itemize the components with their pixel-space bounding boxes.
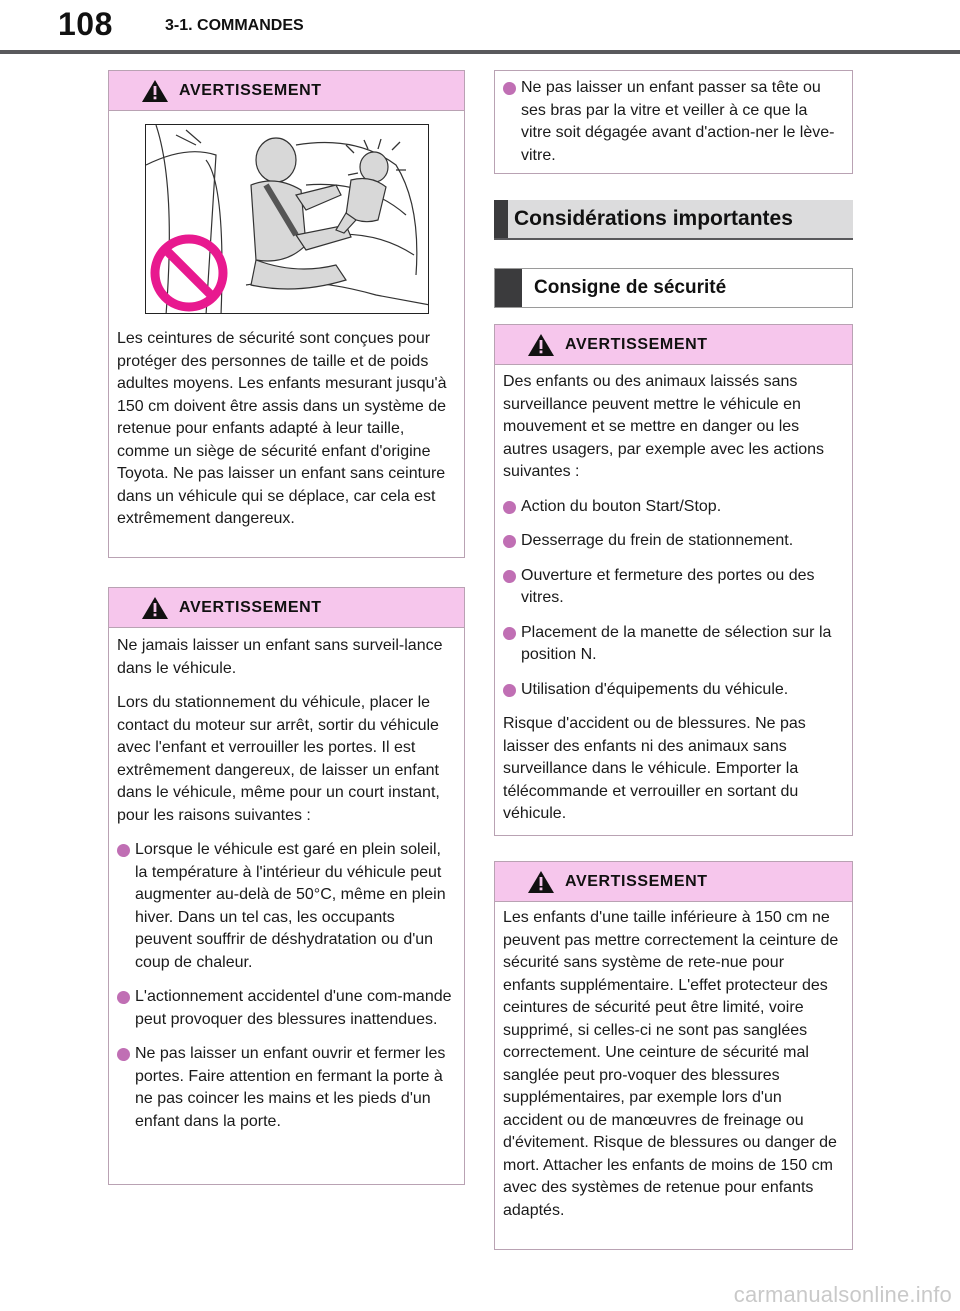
warning-body <box>109 328 464 531</box>
warning-text: Les ceintures de sécurité sont conçues pour protéger des personnes de taille et de poids adultes moyens. Les enfants mesurant jusqu'à 150 cm doivent être assis dans un système de retenue pour enfants adapté à leur taille, comme un siège de sécurité enfant d'origine Toyota. Ne pas laisser un enfant sans ceinture dans un véhicule qui se déplace, car cela est extrêmement dangereux. <box>117 330 447 527</box>
page-number: 108 <box>58 6 113 42</box>
bullet-dot-icon <box>503 82 516 95</box>
illustration-child-unbelted <box>145 124 429 314</box>
bullet-dot-icon <box>117 991 130 1004</box>
warning-triangle-icon <box>142 597 168 619</box>
warning-title: AVERTISSEMENT <box>179 82 322 99</box>
warning-triangle-icon <box>528 871 554 893</box>
bullet-dot-icon <box>503 684 516 697</box>
bullet-dot-icon <box>503 570 516 583</box>
warning-paragraph: Lors du stationnement du véhicule, placer le contact du moteur sur arrêt, sortir du véhicule avec l'enfant et verrouiller les portes. Il est extrêmement dangereux, de laisser un enfant dans le véhicule, même pour un court instant, pour les raisons suivantes : <box>117 694 440 824</box>
page-header <box>0 0 960 56</box>
bullet-dot-icon <box>503 535 516 548</box>
warning-box-unattended <box>108 587 465 1185</box>
warning-body <box>109 635 464 1133</box>
warning-header <box>109 71 464 111</box>
warning-triangle-icon <box>528 334 554 356</box>
warning-body <box>495 907 852 1222</box>
warning-paragraph: Des enfants ou des animaux laissés sans surveillance peuvent mettre le véhicule en mouvement et se mettre en danger ou les autres usagers, par exemple avec les actions suivantes : <box>503 373 825 480</box>
prohibited-icon <box>155 239 223 307</box>
warning-title: AVERTISSEMENT <box>565 873 708 890</box>
bullet-item: Utilisation d'équipements du véhicule. <box>503 679 840 702</box>
bullet-dot-icon <box>503 627 516 640</box>
warning-box-children-animals <box>494 324 853 836</box>
bullet-item: L'actionnement accidentel d'une com-mande peut provoquer des blessures inattendues. <box>117 986 452 1031</box>
warning-header <box>109 588 464 628</box>
heading-text: Considérations importantes <box>514 207 793 230</box>
bullet-item: Ne pas laisser un enfant ouvrir et fermer les portes. Faire attention en fermant la porte à ne pas coincer les mains et les pieds d'un enfant dans la porte. <box>117 1043 452 1133</box>
warning-title: AVERTISSEMENT <box>179 599 322 616</box>
warning-body <box>495 371 852 826</box>
heading-considerations <box>494 200 853 240</box>
warning-triangle-icon <box>142 80 168 102</box>
warning-header <box>495 862 852 902</box>
bullet-item: Lorsque le véhicule est garé en plein soleil, la température à l'intérieur du véhicule peut augmenter au-delà de 50°C, même en plein hiver. Dans un tel cas, les occupants peuvent souffrir de déshydratation ou d'un coup de chaleur. <box>117 839 452 974</box>
warning-box-continuation <box>494 70 853 174</box>
heading-text: Consigne de sécurité <box>534 277 727 298</box>
heading-safety <box>494 268 853 308</box>
bullet-item: Placement de la manette de sélection sur la position N. <box>503 622 840 667</box>
warning-body <box>495 71 852 167</box>
watermark: carmanualsonline.info <box>733 1282 952 1307</box>
warning-paragraph: Risque d'accident ou de blessures. Ne pas laisser des enfants ni des animaux sans surveillance dans le véhicule. Emporter la télécommande et verrouiller en sortant du véhicule. <box>503 715 806 822</box>
bullet-dot-icon <box>117 1048 130 1061</box>
bullet-dot-icon <box>503 501 516 514</box>
bullet-item: Ouverture et fermeture des portes ou des vitres. <box>503 565 840 610</box>
bullet-item: Action du bouton Start/Stop. <box>503 496 840 519</box>
bullet-item: Ne pas laisser un enfant passer sa tête ou ses bras par la vitre et veiller à ce que la vitre soit dégagée avant d'action-ner le lève-vitre. <box>503 77 840 167</box>
warning-text: Les enfants d'une taille inférieure à 150 cm ne peuvent pas mettre correctement la ceinture de sécurité sans système de rete-nue pour enfants supplémentaire. L'effet protecteur des ceintures de sécurité peut être limité, voire supprimé, si celles-ci ne sont pas sanglées correctement. Une ceinture de sécurité mal sanglée peut pro-voquer des blessures supplémentaires, par exemple lors d'un accident ou de manœuvres de freinage ou d'évitement. Risque de blessures ou danger de mort. Attacher les enfants de moins de 150 cm avec des systèmes de retenue pour enfants adaptés. <box>503 909 839 1219</box>
warning-header <box>495 325 852 365</box>
heading-bar-marker <box>495 269 522 307</box>
heading-bar-marker <box>494 200 508 238</box>
bullet-dot-icon <box>117 844 130 857</box>
bullet-item: Desserrage du frein de stationnement. <box>503 530 840 553</box>
header-rule <box>0 50 960 54</box>
warning-box-seatbelt <box>108 70 465 558</box>
warning-title: AVERTISSEMENT <box>565 336 708 353</box>
warning-paragraph: Ne jamais laisser un enfant sans surveil-lance dans le véhicule. <box>117 637 443 677</box>
section-title: 3-1. COMMANDES <box>165 17 304 34</box>
car-interior-illustration <box>146 125 429 314</box>
warning-box-height <box>494 861 853 1250</box>
